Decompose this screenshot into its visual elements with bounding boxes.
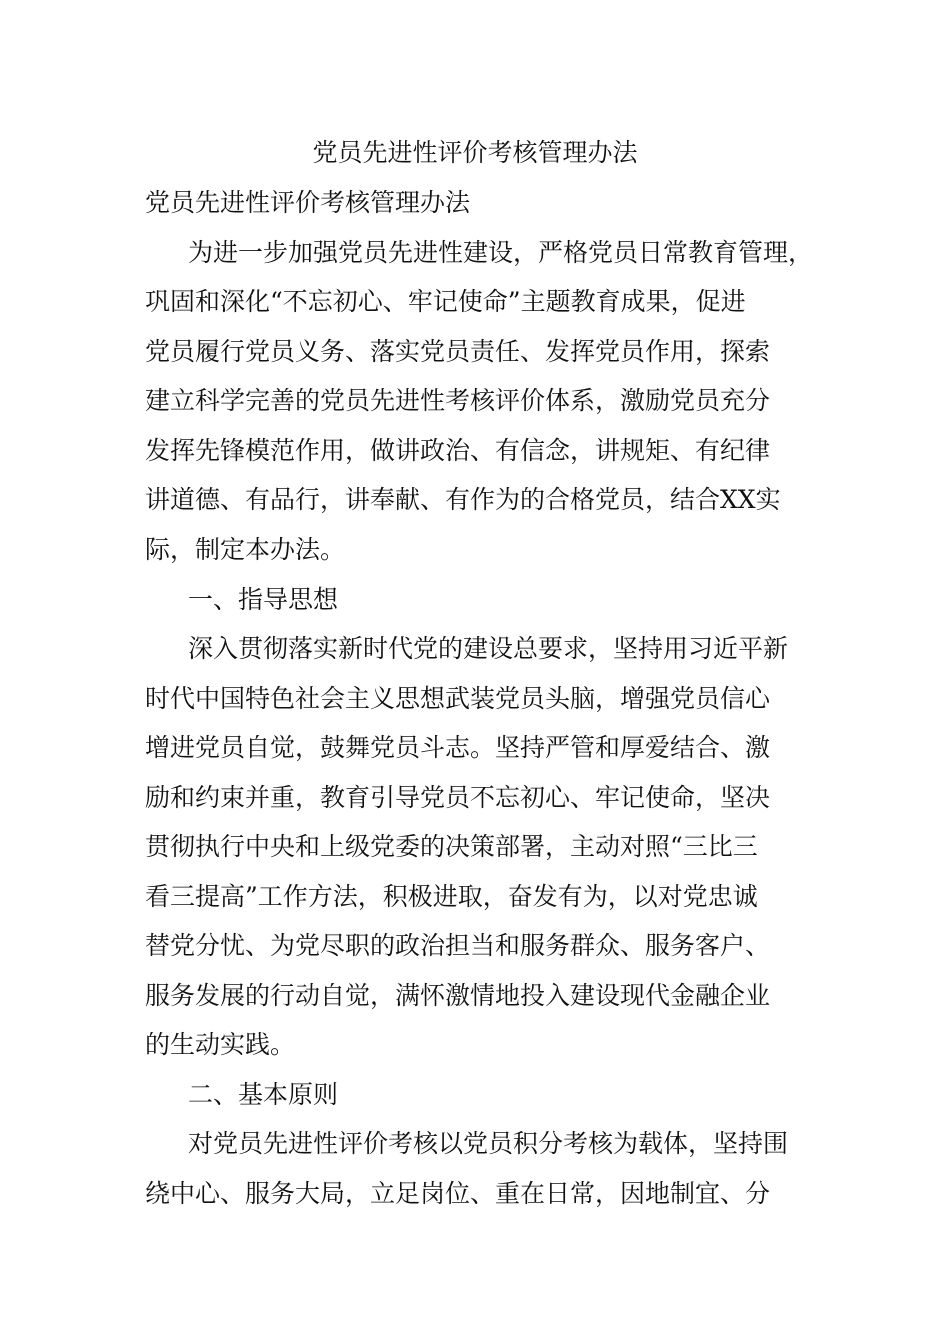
document-title: 党员先进性评价考核管理办法 (312, 138, 638, 167)
paragraph-line: 服务发展的行动自觉，满怀激情地投入建设现代金融企业 (145, 981, 771, 1010)
document-subtitle: 党员先进性评价考核管理办法 (145, 188, 471, 217)
paragraph-line: 贯彻执行中央和上级党委的决策部署，主动对照“三比三 (145, 832, 758, 861)
paragraph-line: 对党员先进性评价考核以党员积分考核为载体，坚持围 (188, 1129, 789, 1158)
paragraph-line: 深入贯彻落实新时代党的建设总要求，坚持用习近平新 (188, 634, 789, 663)
paragraph-line: 看三提高”工作方法，积极进取，奋发有为，以对党忠诚 (145, 882, 758, 911)
paragraph-line: 巩固和深化“不忘初心、牢记使命”主题教育成果，促进 (145, 287, 746, 316)
paragraph-line: 建立科学完善的党员先进性考核评价体系，激励党员充分 (145, 386, 771, 415)
paragraph-line: 的生动实践。 (145, 1030, 296, 1059)
paragraph-line: 党员履行党员义务、落实党员责任、发挥党员作用，探索 (145, 337, 771, 366)
paragraph-line: 励和约束并重，教育引导党员不忘初心、牢记使命，坚决 (145, 783, 771, 812)
paragraph-line: 绕中心、服务大局，立足岗位、重在日常，因地制宜、分 (145, 1179, 771, 1208)
paragraph-line: 发挥先锋模范作用，做讲政治、有信念，讲规矩、有纪律 (145, 436, 771, 465)
section-heading: 一、指导思想 (188, 585, 339, 614)
paragraph-line: 际，制定本办法。 (145, 535, 346, 564)
section-heading: 二、基本原则 (188, 1080, 339, 1109)
paragraph-line: 讲道德、有品行，讲奉献、有作为的合格党员，结合XX实 (145, 485, 781, 514)
paragraph-line: 替党分忧、为党尽职的政治担当和服务群众、服务客户、 (145, 931, 771, 960)
paragraph-line: 时代中国特色社会主义思想武装党员头脑，增强党员信心 (145, 684, 771, 713)
paragraph-line: 为进一步加强党员先进性建设，严格党员日常教育管理， (188, 238, 814, 267)
paragraph-line: 增进党员自觉，鼓舞党员斗志。坚持严管和厚爱结合、激 (145, 733, 771, 762)
